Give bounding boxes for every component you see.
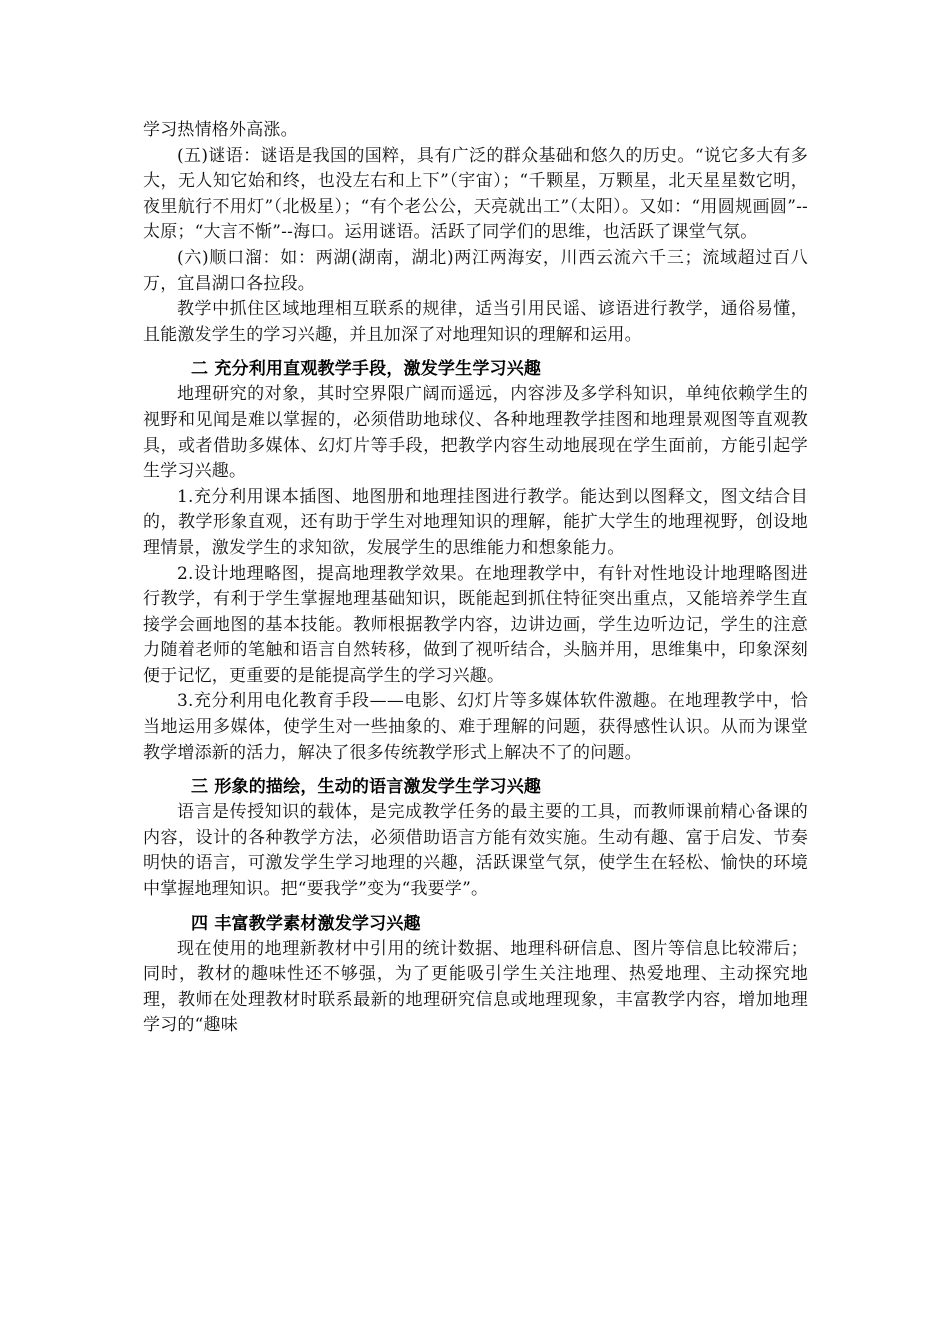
paragraph: 教学中抓住区域地理相互联系的规律，适当引用民谣、谚语进行教学，通俗易懂，且能激发学生的学习兴趣，并且加深了对地理知识的理解和运用。 (143, 299, 808, 345)
document-page (143, 118, 808, 1039)
paragraph: 现在使用的地理新教材中引用的统计数据、地理科研信息、图片等信息比较滞后；同时，教材的趣味性还不够强，为了更能吸引学生关注地理、热爱地理、主动探究地理，教师在处理教材时联系最新的地理研究信息或地理现象，丰富教学内容，增加地理学习的“趣味 (143, 938, 808, 1036)
paragraph: 地理研究的对象，其时空界限广阔而遥远，内容涉及多学科知识，单纯依赖学生的视野和见闻是难以掌握的，必须借助地球仪、各种地理教学挂图和地理景观图等直观教具，或者借助多媒体、幻灯片等手段，把教学内容生动地展现在学生面前，方能引起学生学习兴趣。 (143, 384, 808, 482)
paragraph: 2.设计地理略图，提高地理教学效果。在地理教学中，有针对性地设计地理略图进行教学，有利于学生掌握地理基础知识，既能起到抓住特征突出重点，又能培养学生直接学会画地图的基本技能。教师根据教学内容，边讲边画，学生边听边记，学生的注意力随着老师的笔触和语言自然转移，做到了视听结合，头脑并用，思维集中，印象深刻便于记忆，更重要的是能提高学生的学习兴趣。 (143, 563, 808, 686)
paragraph: 学习热情格外高涨。 (143, 120, 298, 140)
section-heading: 四 丰富教学素材激发学习兴趣 (191, 913, 421, 934)
paragraph: 3.充分利用电化教育手段——电影、幻灯片等多媒体软件激趣。在地理教学中，恰当地运用多媒体，使学生对一些抽象的、难于理解的问题，获得感性认识。从而为课堂教学增添新的活力，解决了很多传统教学形式上解决不了的问题。 (143, 691, 808, 763)
paragraph-riddles: (五)谜语：谜语是我国的国粹，具有广泛的群众基础和悠久的历史。“说它多大有多大，无人知它始和终，也没左右和上下”（宇宙）；“千颗星，万颗星，北天星星数它明，夜里航行不用灯”（北极星）；“有个老公公，天亮就出工”（太阳）。又如：“用圆规画圆”--太原；“大言不惭”--海口。运用谜语。活跃了同学们的思维，也活跃了课堂气氛。 (143, 145, 808, 243)
paragraph: 语言是传授知识的载体，是完成教学任务的最主要的工具，而教师课前精心备课的内容，设计的各种教学方法，必须借助语言方能有效实施。生动有趣、富于启发、节奏明快的语言，可激发学生学习地理的兴趣，活跃课堂气氛，使学生在轻松、愉快的环境中掌握地理知识。把“要我学”变为“我要学”。 (143, 802, 808, 900)
paragraph: 1.充分利用课本插图、地图册和地理挂图进行教学。能达到以图释文，图文结合目的，教学形象直观，还有助于学生对地理知识的理解，能扩大学生的地理视野，创设地理情景，激发学生的求知欲，发展学生的思维能力和想象能力。 (143, 486, 808, 558)
paragraph-doggerel: (六)顺口溜：如：两湖(湖南，湖北)两江两海安，川西云流六千三；流域超过百八万，宜昌湖口各拉段。 (143, 247, 808, 294)
section-heading: 二 充分利用直观教学手段，激发学生学习兴趣 (191, 359, 542, 380)
section-heading: 三 形象的描绘，生动的语言激发学生学习兴趣 (191, 777, 542, 798)
